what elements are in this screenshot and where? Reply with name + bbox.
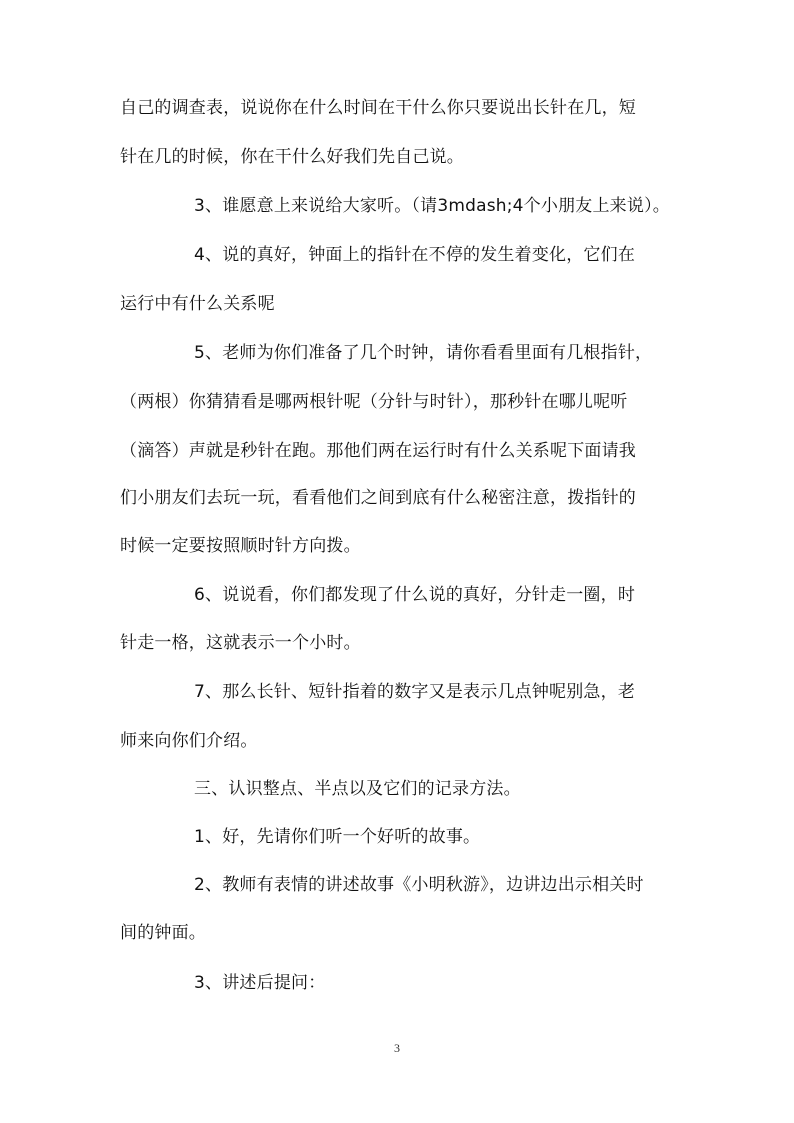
text-line-17: 2、教师有表情的讲述故事《小明秋游》，边讲边出示相关时: [194, 875, 644, 895]
text-line-11: 6、说说看，你们都发现了什么说的真好，分针走一圈，时: [194, 585, 636, 605]
text-line-16: 1、好，先请你们听一个好听的故事。: [194, 827, 481, 847]
text-line-13: 7、那么长针、短针指着的数字又是表示几点钟呢别急，老: [194, 682, 636, 702]
text-line-1: 自己的调查表，说说你在什么时间在干什么你只要说出长针在几，短: [120, 98, 636, 118]
text-line-7: （两根）你猜猜看是哪两根针呢（分针与时针），那秒针在哪儿呢听: [120, 392, 628, 412]
text-line-5: 运行中有什么关系呢: [120, 294, 275, 314]
text-line-3: 3、谁愿意上来说给大家听。（请3mdash;4个小朋友上来说）。: [194, 196, 670, 216]
text-line-19: 3、讲述后提问：: [194, 973, 326, 993]
section-heading: 三、认识整点、半点以及它们的记录方法。: [194, 779, 521, 799]
text-line-6: 5、老师为你们准备了几个时钟，请你看看里面有几根指针，: [194, 343, 653, 363]
text-line-14: 师来向你们介绍。: [120, 731, 258, 751]
text-line-2: 针在几的时候，你在干什么好我们先自己说。: [120, 147, 464, 167]
page-number: 3: [394, 1041, 400, 1055]
text-line-9: 们小朋友们去玩一玩，看看他们之间到底有什么秘密注意，拨指针的: [120, 488, 636, 508]
text-line-8: （滴答）声就是秒针在跑。那他们两在运行时有什么关系呢下面请我: [120, 441, 636, 461]
text-line-18: 间的钟面。: [120, 923, 206, 943]
text-line-4: 4、说的真好，钟面上的指针在不停的发生着变化，它们在: [194, 245, 636, 265]
text-line-10: 时候一定要按照顺时针方向拨。: [120, 536, 361, 556]
text-line-12: 针走一格，这就表示一个小时。: [120, 633, 361, 653]
